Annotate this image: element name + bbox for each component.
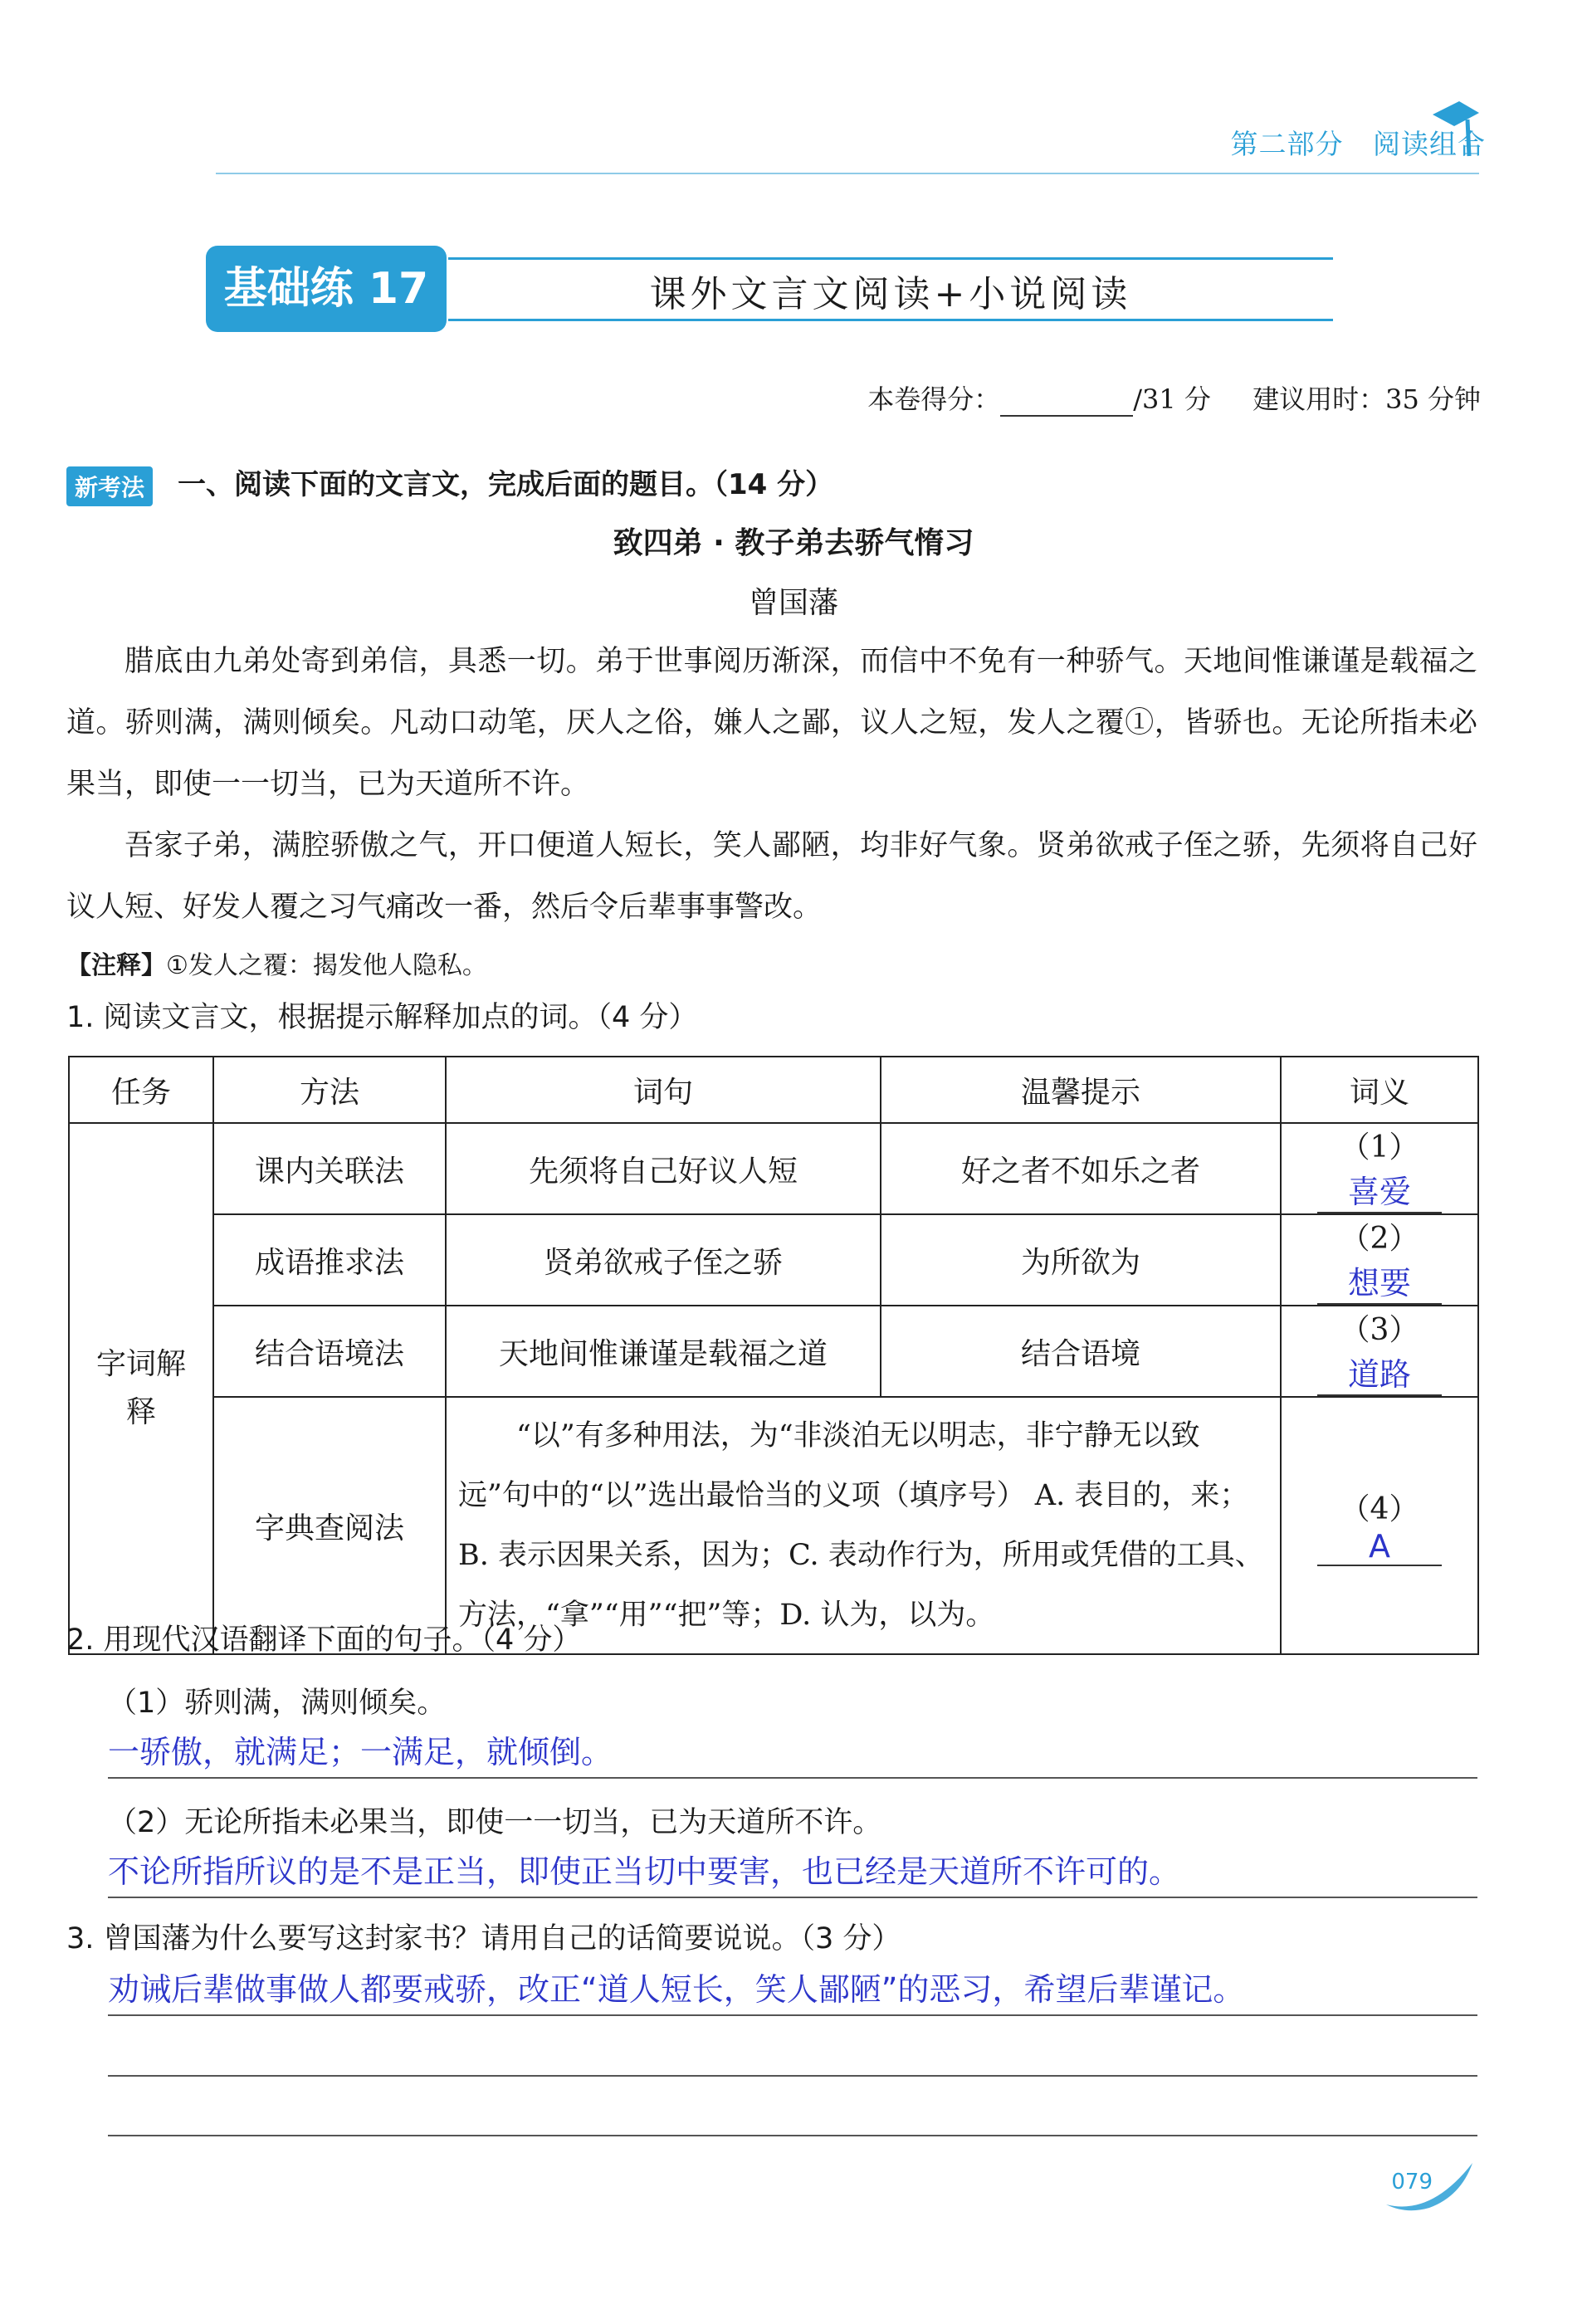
answer-line-2-2[interactable]: 不论所指所议的是不是正当，即使正当切中要害，也已经是天道所不许可的。 xyxy=(108,1846,1477,1898)
table-row xyxy=(69,1123,1478,1214)
page-number: 079 xyxy=(1391,2170,1433,2195)
exercise-subtitle: 课外文言文阅读+小说阅读 xyxy=(649,273,1132,315)
meaning-cell xyxy=(1281,1214,1478,1306)
answer-blank[interactable]: 喜爱 xyxy=(1317,1166,1442,1213)
hint-cell: 为所欲为 xyxy=(881,1214,1281,1306)
question-1-1: 1. 阅读文言文，根据提示解释加点的词。（4 分） xyxy=(66,1001,698,1034)
article-author: 曾国藩 xyxy=(748,586,838,620)
answer-blank[interactable]: A xyxy=(1317,1528,1442,1566)
article-paragraph-2: 吾家子弟，满腔骄傲之气，开口便道人短长，笑人鄙陋，均非好气象。贤弟欲戒子侄之骄，先须将自己好议人短、好发人覆之习气痛改一番，然后令后辈事事警改。 xyxy=(66,829,1477,924)
answer-blank[interactable]: 想要 xyxy=(1317,1257,1442,1305)
score-label: 本卷得分： xyxy=(867,383,1001,415)
answer-blank[interactable]: 道路 xyxy=(1317,1349,1442,1396)
score-total: /31 分 xyxy=(1133,383,1211,415)
answer-number: （2） xyxy=(1340,1222,1419,1256)
exercise-tag: 基础练 17 xyxy=(206,246,447,332)
table-row xyxy=(69,1214,1478,1306)
question-2-sentence-1: （1）骄则满，满则倾矣。 xyxy=(108,1687,447,1720)
annotation-label: 【注释】 xyxy=(66,951,166,980)
col-header-method: 方法 xyxy=(213,1057,446,1123)
col-header-hint: 温馨提示 xyxy=(881,1057,1281,1123)
method-cell: 成语推求法 xyxy=(213,1214,446,1306)
question-2-sentence-2: （2）无论所指未必果当，即使一一切当，已为天道所不许。 xyxy=(108,1806,882,1839)
answer-rule[interactable] xyxy=(108,2075,1477,2077)
section-label: 第二部分 xyxy=(1230,128,1344,160)
answer-line-2-1[interactable]: 一骄傲，就满足；一满足，就倾倒。 xyxy=(108,1726,1477,1779)
method-cell: 字典查阅法 xyxy=(213,1397,446,1654)
method-cell: 结合语境法 xyxy=(213,1306,446,1397)
feather-swirl-icon xyxy=(1381,2158,1481,2216)
col-header-sentence: 词句 xyxy=(446,1057,881,1123)
new-method-badge: 新考法 xyxy=(66,466,153,506)
sentence-cell: 天地间惟谦谨是载福之道 xyxy=(446,1306,881,1397)
article-title: 致四弟 · 教子弟去骄气惰习 xyxy=(613,526,974,560)
score-blank[interactable] xyxy=(1000,392,1133,417)
answer-rule[interactable] xyxy=(108,2135,1477,2136)
question-3-heading: 3. 曾国藩为什么要写这封家书？请用自己的话简要说说。（3 分） xyxy=(66,1922,901,1955)
answer-number: （4） xyxy=(1340,1492,1419,1526)
meaning-cell xyxy=(1281,1306,1478,1397)
sentence-cell: 贤弟欲戒子侄之骄 xyxy=(446,1214,881,1306)
annotation xyxy=(66,945,487,981)
sentence-cell: 先须将自己好议人短 xyxy=(446,1123,881,1214)
article-paragraph-1: 腊底由九弟处寄到弟信，具悉一切。弟于世事阅历渐深，而信中不免有一种骄气。天地间惟谦谨是载福之道。骄则满，满则倾矣。凡动口动笔，厌人之俗，嫌人之鄙，议人之短，发人之覆①，皆骄也。无论所指未必果当，即使一一切当，已为天道所不许。 xyxy=(66,645,1477,801)
graduation-cap-icon xyxy=(1431,98,1481,164)
method-cell: 课内关联法 xyxy=(213,1123,446,1214)
score-line xyxy=(867,378,1481,417)
hint-cell: 结合语境 xyxy=(881,1306,1281,1397)
vocab-table xyxy=(68,1056,1479,1655)
title-rule-top xyxy=(448,257,1333,260)
hint-cell: 好之者不如乐之者 xyxy=(881,1123,1281,1214)
dictionary-prompt: “以”有多种用法，为“非淡泊无以明志，非宁静无以致远”句中的“以”选出最恰当的义项（填序号） A. 表目的，来；B. 表示因果关系，因为；C. 表动作行为，所用或凭借的工具、方法，“拿”“用”“把”等；D. 认为，以为。 xyxy=(446,1397,1281,1654)
col-header-task: 任务 xyxy=(69,1057,213,1123)
meaning-cell xyxy=(1281,1123,1478,1214)
suggested-time: 建议用时：35 分钟 xyxy=(1253,383,1481,415)
answer-number: （1） xyxy=(1340,1130,1419,1164)
annotation-text: ①发人之覆：揭发他人隐私。 xyxy=(166,951,487,980)
table-row xyxy=(69,1397,1478,1654)
header-divider xyxy=(216,173,1479,174)
table-row xyxy=(69,1306,1478,1397)
question-1-heading: 一、阅读下面的文言文，完成后面的题目。（14 分） xyxy=(178,468,834,501)
col-header-meaning: 词义 xyxy=(1281,1057,1478,1123)
answer-line-3[interactable]: 劝诫后辈做事做人都要戒骄，改正“道人短长，笑人鄙陋”的恶习，希望后辈谨记。 xyxy=(108,1964,1477,2016)
answer-number: （3） xyxy=(1340,1313,1419,1347)
part-label: 阅读组合 xyxy=(1373,128,1486,160)
task-cell: 字词解释 xyxy=(69,1123,213,1654)
title-rule-bottom xyxy=(448,319,1333,321)
question-2-heading: 2. 用现代汉语翻译下面的句子。（4 分） xyxy=(66,1623,582,1657)
meaning-cell xyxy=(1281,1397,1478,1654)
